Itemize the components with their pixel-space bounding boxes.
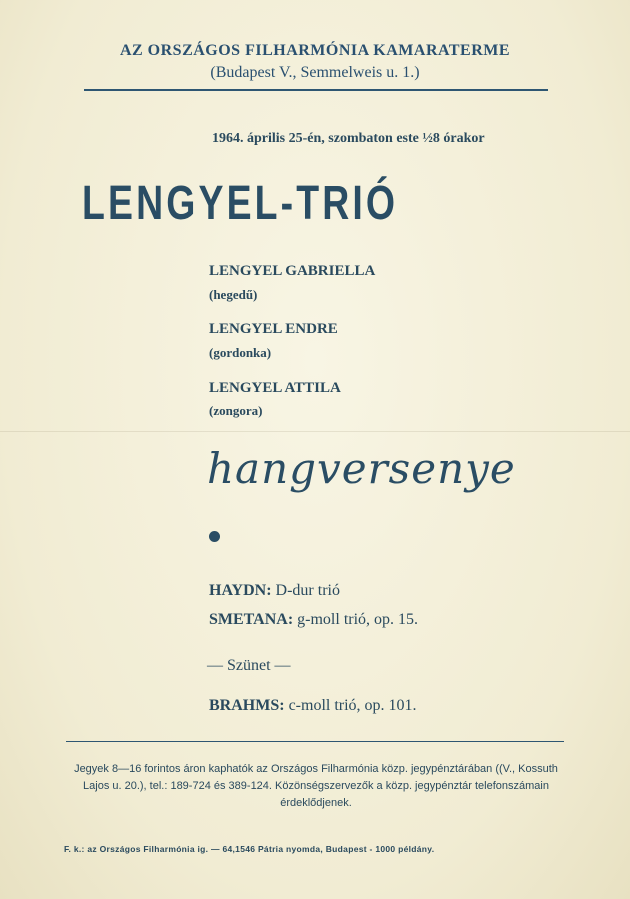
ticket-info: Jegyek 8—16 forintos áron kaphatók az Országos Filharmónia közp. jegypénztárában ((V., Kossuth Lajos u. 20.), tel.: 189-724 és 389-124. Közönségszervezők a közp. jegypénztár telefonszámain érdeklődjenek. <box>74 763 558 809</box>
performer-name-3: LENGYEL ATTILA <box>209 380 341 396</box>
printer-imprint: F. k.: az Országos Filharmónia ig. — 64,1546 Pátria nyomda, Budapest - 1000 példány. <box>64 844 435 854</box>
program-item-2 <box>209 611 418 629</box>
paper-fold-crease <box>0 431 630 432</box>
intermission: — Szünet — <box>207 657 291 674</box>
event-date: 1964. április 25-én, szombaton este ½8 órakor <box>212 131 485 146</box>
performer-name-1: LENGYEL GABRIELLA <box>209 263 376 279</box>
program-work-2: g-moll trió, op. 15. <box>297 611 419 628</box>
performer-instrument-2: (gordonka) <box>209 345 272 360</box>
top-divider <box>84 89 548 91</box>
bullet-dot <box>209 531 220 542</box>
performer-instrument-3: (zongora) <box>209 403 263 418</box>
program-composer-1: HAYDN: <box>209 582 272 599</box>
venue-title: AZ ORSZÁGOS FILHARMÓNIA KAMARATERME <box>119 42 511 59</box>
program-work-1: D-dur trió <box>275 582 340 599</box>
performer-name-2: LENGYEL ENDRE <box>209 321 338 337</box>
performer-instrument-1: (hegedű) <box>209 287 258 302</box>
program-work-3: c-moll trió, op. 101. <box>288 697 417 714</box>
program-item-1 <box>209 582 340 600</box>
bottom-divider <box>66 741 564 742</box>
program-item-3 <box>209 697 417 715</box>
ensemble-title: LENGYEL-TRIÓ <box>82 177 399 230</box>
venue-address: (Budapest V., Semmelweis u. 1.) <box>210 64 420 81</box>
program-composer-2: SMETANA: <box>209 611 294 628</box>
program-composer-3: BRAHMS: <box>209 697 285 714</box>
concert-script-word: hangversenye <box>207 444 516 493</box>
